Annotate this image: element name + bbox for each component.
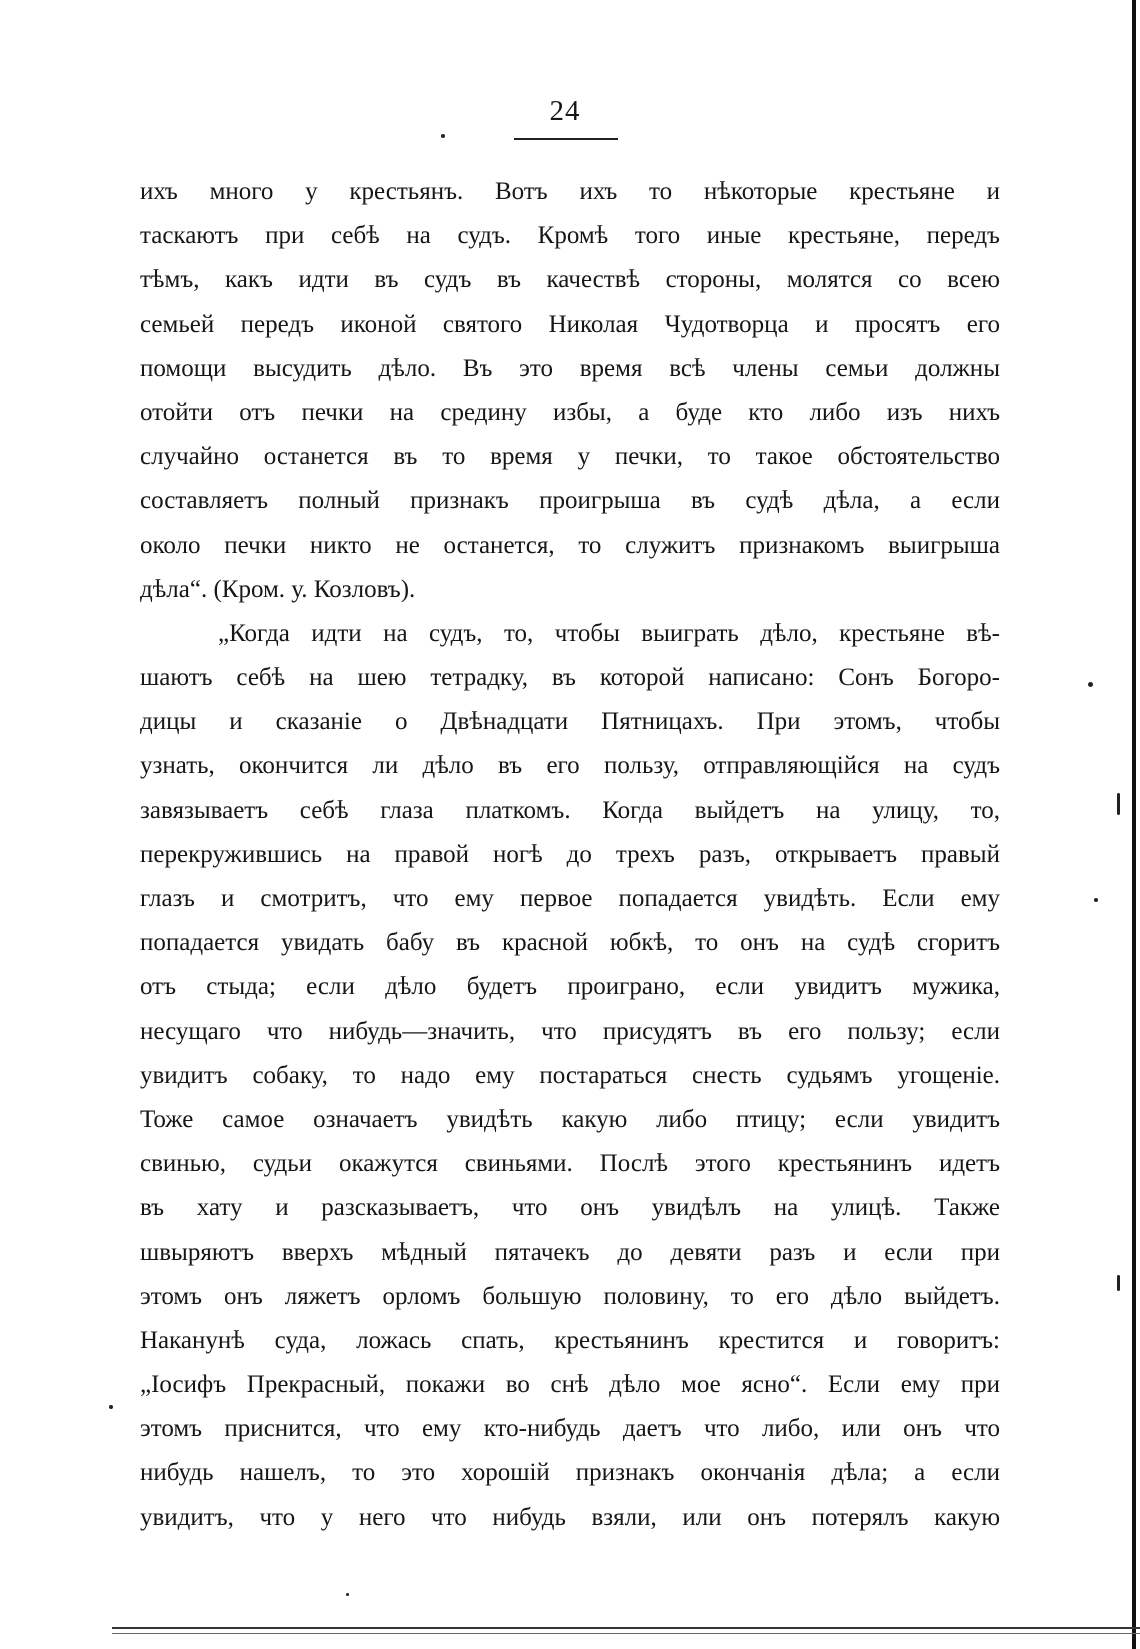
scan-speck — [441, 134, 445, 138]
text-line: узнать, окончится ли дѣло въ его пользу, отправляющійся на судъ — [140, 752, 1000, 780]
text-line: дицы и сказаніе о Двѣнадцати Пятницахъ. При этомъ, чтобы — [140, 708, 1000, 736]
text-line: „Іосифъ Прекрасный, покажи во снѣ дѣло мое ясно“. Если ему при — [140, 1371, 1000, 1399]
text-line: тѣмъ, какъ идти въ судъ въ качествѣ стороны, молятся со всею — [140, 266, 1000, 294]
scan-right-edge — [1132, 0, 1136, 1649]
text-line: этомъ приснится, что ему кто-нибудь даетъ что либо, или онъ что — [140, 1415, 1000, 1443]
text-line: швыряютъ вверхъ мѣдный пятачекъ до девяти разъ и если при — [140, 1238, 1000, 1266]
text-line: отъ стыда; если дѣло будетъ проиграно, если увидитъ мужика, — [140, 973, 1000, 1001]
text-line: семьей передъ иконой святого Николая Чудотворца и просятъ его — [140, 310, 1000, 338]
page-number-rule — [514, 138, 618, 140]
scan-speck — [346, 1593, 349, 1596]
scan-speck — [109, 1405, 113, 1409]
text-line: помощи высудить дѣло. Въ это время всѣ члены семьи должны — [140, 354, 1000, 382]
text-line: завязываетъ себѣ глаза платкомъ. Когда выйдетъ на улицу, то, — [140, 796, 1000, 824]
scan-bottom-edge — [112, 1627, 1140, 1629]
scan-speck — [1088, 682, 1093, 687]
text-line: Наканунѣ суда, ложась спать, крестьянинъ крестится и говоритъ: — [140, 1326, 1000, 1354]
scan-speck — [1117, 1275, 1120, 1291]
text-line: Тоже самое означаетъ увидѣть какую либо птицу; если увидитъ — [140, 1105, 1000, 1133]
text-line: несущаго что нибудь—значить, что присудятъ въ его пользу; если — [140, 1017, 1000, 1045]
text-line: таскаютъ при себѣ на судъ. Кромѣ того иные крестьяне, передъ — [140, 222, 1000, 250]
paragraph-start-line: „Когда идти на судъ, то, чтобы выиграть дѣло, крестьяне вѣ- — [218, 619, 1000, 647]
text-line: случайно останется въ то время у печки, то такое обстоятельство — [140, 443, 1000, 471]
text-line: попадается увидать бабу въ красной юбкѣ, то онъ на судѣ сгоритъ — [140, 929, 1000, 957]
text-line: въ хату и разсказываетъ, что онъ увидѣлъ на улицѣ. Также — [140, 1194, 1000, 1222]
text-line: шаютъ себѣ на шею тетрадку, въ которой написано: Сонъ Богоро- — [140, 664, 1000, 692]
page-number: 24 — [549, 95, 581, 127]
text-line: свинью, судьи окажутся свиньями. Послѣ этого крестьянинъ идетъ — [140, 1150, 1000, 1178]
scan-bottom-edge-secondary — [112, 1633, 1140, 1634]
text-line: ихъ много у крестьянъ. Вотъ ихъ то нѣкоторые крестьяне и — [140, 178, 1000, 205]
body-text — [140, 170, 1000, 1540]
text-line: составляетъ полный признакъ проигрыша въ судѣ дѣла, а если — [140, 487, 1000, 515]
text-line: перекружившись на правой ногѣ до трехъ разъ, открываетъ правый — [140, 840, 1000, 868]
scan-speck — [1094, 898, 1098, 902]
text-line: этомъ онъ ляжетъ орломъ большую половину, то его дѣло выйдетъ. — [140, 1282, 1000, 1310]
text-line: глазъ и смотритъ, что ему первое попадается увидѣть. Если ему — [140, 885, 1000, 912]
text-line: около печки никто не останется, то служитъ признакомъ выигрыша — [140, 531, 1000, 559]
text-line: увидитъ собаку, то надо ему постараться снесть судьямъ угощеніе. — [140, 1061, 1000, 1089]
paragraph-end-line: дѣла“. (Кром. у. Козловъ). — [140, 575, 416, 603]
text-line: увидитъ, что у него что нибудь взяли, или онъ потерялъ какую — [140, 1503, 1000, 1531]
text-line: отойти отъ печки на средину избы, а буде кто либо изъ нихъ — [140, 398, 1000, 426]
scan-speck — [1117, 793, 1120, 815]
text-line: нибудь нашелъ, то это хорошій признакъ окончанія дѣла; а если — [140, 1459, 1000, 1487]
